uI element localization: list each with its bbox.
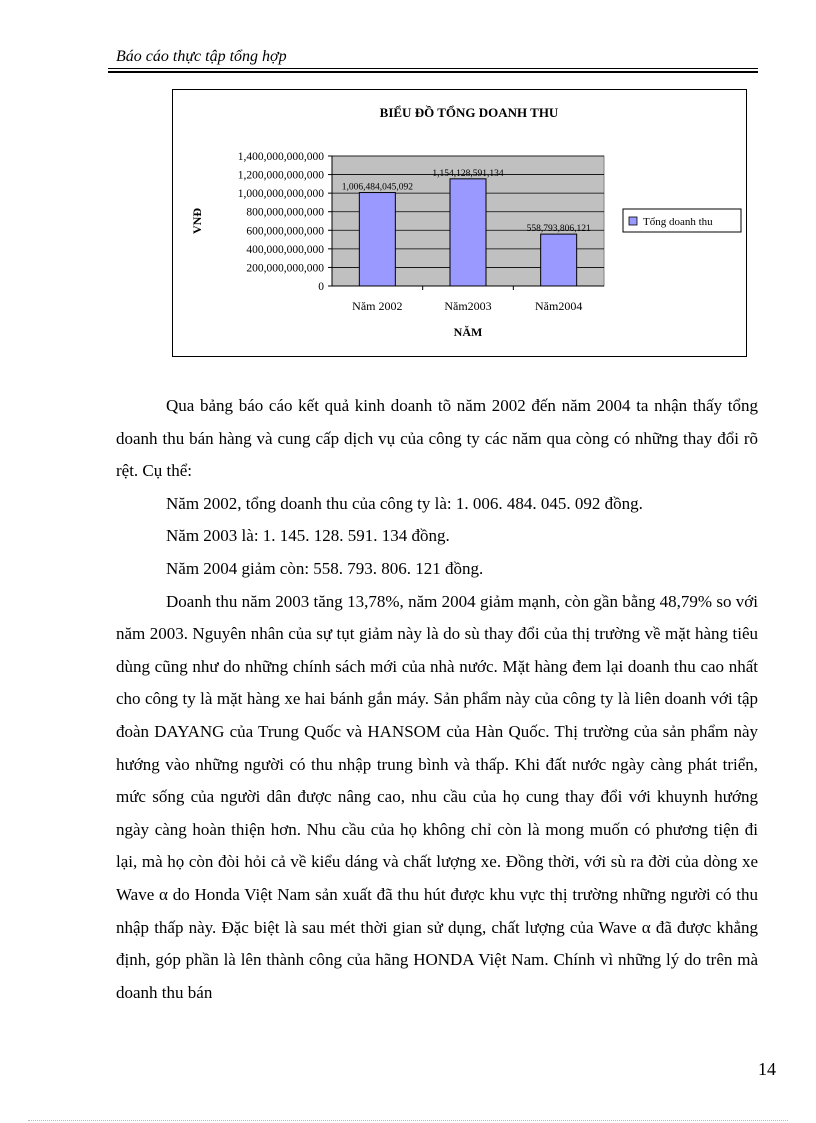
chart-canvas xyxy=(173,90,746,356)
y-tick-label: 0 xyxy=(318,281,324,293)
body-text xyxy=(116,390,758,1009)
paragraph-2003: Năm 2003 là: 1. 145. 128. 591. 134 đồng. xyxy=(166,526,450,546)
bar-data-label: 1,006,484,045,092 xyxy=(341,182,413,193)
bar xyxy=(541,234,577,286)
page-bottom-rule xyxy=(28,1120,788,1121)
legend-label: Tổng doanh thu xyxy=(643,216,713,228)
bar-data-label: 1,154,128,591,134 xyxy=(432,168,504,179)
x-axis-label: NĂM xyxy=(453,325,483,339)
y-tick-label: 1,200,000,000,000 xyxy=(237,169,324,182)
chart-title: BIỂU ĐỒ TỔNG DOANH THU xyxy=(379,105,559,120)
bar-data-label: 558,793,806,121 xyxy=(526,224,591,235)
paragraph-2004: Năm 2004 giảm còn: 558. 793. 806. 121 đồng. xyxy=(166,558,484,578)
y-tick-label: 1,400,000,000,000 xyxy=(237,151,324,163)
page-number: 14 xyxy=(758,1059,776,1079)
x-axis-ticks xyxy=(352,286,582,313)
y-tick-label: 600,000,000,000 xyxy=(246,225,324,238)
bar xyxy=(359,193,395,286)
x-tick-label: Năm 2002 xyxy=(352,299,403,313)
header-rule-thick xyxy=(108,71,758,73)
y-tick-label: 200,000,000,000 xyxy=(246,262,324,275)
x-tick-label: Năm2003 xyxy=(444,299,492,313)
header-rule xyxy=(108,68,758,69)
y-tick-label: 800,000,000,000 xyxy=(246,206,324,219)
paragraph-intro: Qua bảng báo cáo kết quả kinh doanh tõ năm 2002 đến năm 2004 ta nhận thấy tổng doanh thu bán hàng và cung cấp dịch vụ của công ty các năm qua còng có những thay đổi rõ rệt. Cụ thể: xyxy=(116,396,758,481)
paragraph-2002: Năm 2002, tổng doanh thu của công ty là: 1. 006. 484. 045. 092 đồng. xyxy=(166,493,643,513)
legend-swatch xyxy=(629,217,637,225)
running-header: Báo cáo thực tập tổng hợp xyxy=(116,48,287,65)
bar xyxy=(450,179,486,286)
paragraph-analysis: Doanh thu năm 2003 tăng 13,78%, năm 2004 giảm mạnh, còn gần bằng 48,79% so với năm 2003. Nguyên nhân của sự tụt giảm này là do sù thay đổi của thị trường về mặt hàng tiêu dùng cũng như do những chính sách mới của nhà nước. Mặt hàng đem lại doanh thu cao nhất cho công ty là mặt hàng xe hai bánh gắn máy. Sản phẩm này của công ty là liên doanh với tập đoàn DAYANG của Trung Quốc và HANSOM của Hàn Quốc. Thị trường của sản phẩm này hướng vào những người có thu nhập trung bình và thấp. Khi đất nước ngày càng phát triển, mức sống của người dân được nâng cao, nhu cầu của họ cung thay đổi với khuynh hướng ngày càng hoàn thiện hơn. Nhu cầu của họ không chỉ còn là mong muốn có phương tiện đi lại, mà họ còn đòi hỏi cả về kiểu dáng và chất lượng xe. Đồng thời, với sù ra đời của dòng xe Wave α do Honda Việt Nam sản xuất đã thu hút được khu vực thị trường những người có thu nhập thấp này. Đặc biệt là sau mét thời gian sử dụng, chất lượng của Wave α đã được khẳng định, góp phần là lên thành công của hãng HONDA Việt Nam. Chính vì những lý do trên mà doanh thu bán xyxy=(116,591,758,1002)
y-axis-label: VNĐ xyxy=(190,208,204,234)
x-tick-label: Năm2004 xyxy=(535,299,583,313)
y-tick-label: 400,000,000,000 xyxy=(246,243,324,256)
y-tick-label: 1,000,000,000,000 xyxy=(237,188,324,201)
revenue-chart xyxy=(172,89,747,357)
